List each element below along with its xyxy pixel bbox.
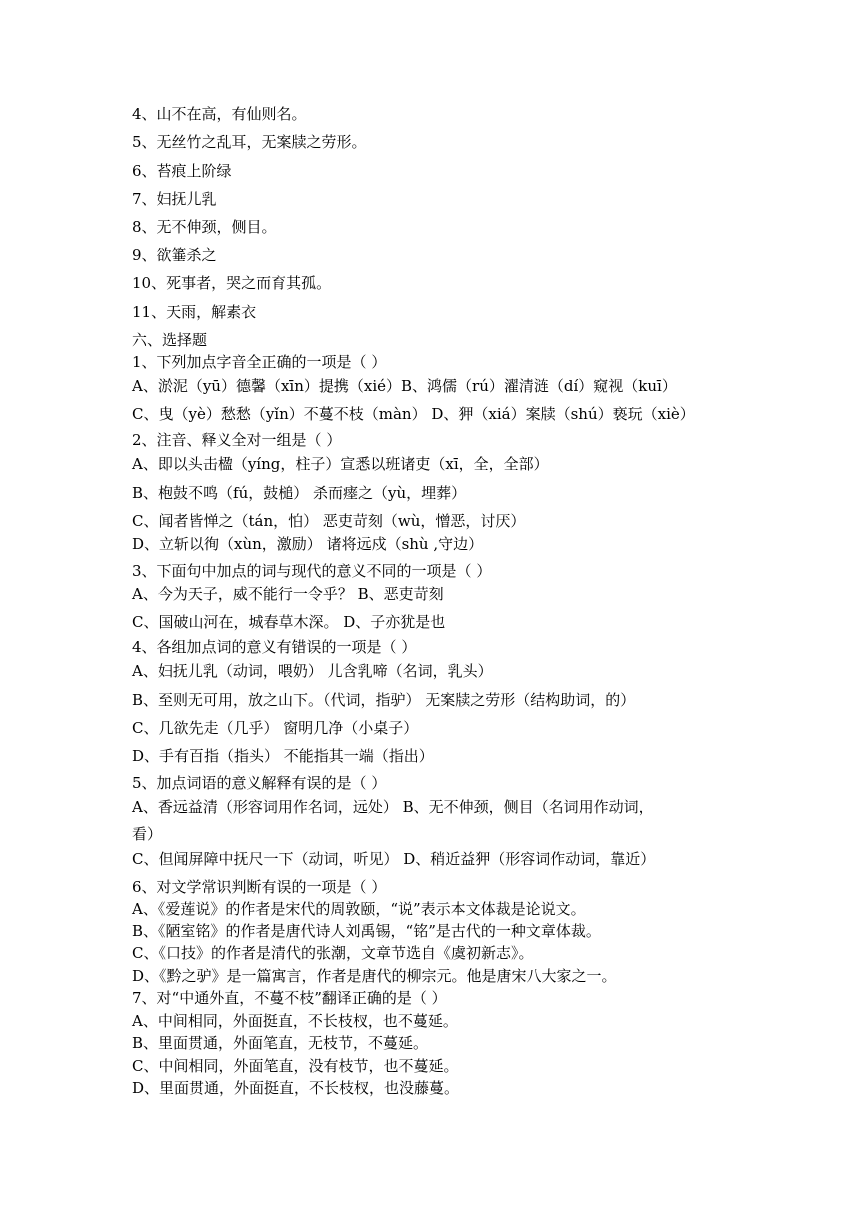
option-line: A、即以头击楹（yíng，柱子）宣悉以班诸吏（xī，全，全部）	[132, 455, 549, 473]
option-line: C、但闻屏障中抚尺一下（动词，听见） D、稍近益狎（形容词作动词，靠近）	[132, 850, 656, 868]
text-line: 6、苔痕上阶绿	[132, 162, 232, 180]
text-line: 8、无不伸颈，侧目。	[132, 218, 277, 236]
option-line: B、里面贯通，外面笔直，无枝节，不蔓延。	[132, 1034, 429, 1052]
question-line: 7、对“中通外直，不蔓不枝”翻译正确的是（ ）	[132, 989, 447, 1007]
text-line: 11、天雨，解素衣	[132, 303, 257, 321]
text-line: 5、无丝竹之乱耳，无案牍之劳形。	[132, 133, 367, 151]
option-line: A、中间相同，外面挺直，不长枝杈，也不蔓延。	[132, 1012, 458, 1030]
question-line: 5、加点词语的意义解释有误的是（ ）	[132, 774, 387, 792]
question-line: 2、注音、释义全对一组是（ ）	[132, 431, 342, 449]
question-line: 6、对文学常识判断有误的一项是（ ）	[132, 878, 387, 896]
option-line: C、中间相同，外面笔直，没有枝节，也不蔓延。	[132, 1057, 459, 1075]
option-line: B、至则无可用，放之山下。（代词，指驴） 无案牍之劳形（结构助词，的）	[132, 691, 636, 709]
option-line: B、《陋室铭》的作者是唐代诗人刘禹锡，“铭”是古代的一种文章体裁。	[132, 922, 601, 940]
question-line: 4、各组加点词的意义有错误的一项是（ ）	[132, 638, 417, 656]
option-line: D、里面贯通，外面挺直，不长枝杈，也没藤蔓。	[132, 1079, 460, 1097]
text-line: 9、欲箠杀之	[132, 246, 217, 264]
option-line: C、曳（yè）愁愁（yǐn）不蔓不枝（màn） D、狎（xiá）案牍（shú）亵玩（xiè）	[132, 405, 695, 423]
option-line: A、今为天子，威不能行一令乎？ B、恶吏苛刻	[132, 585, 444, 603]
text-line: 10、死事者，哭之而育其孤。	[132, 274, 332, 292]
option-line: C、闻者皆惮之（tán，怕） 恶吏苛刻（wù，憎恶，讨厌）	[132, 512, 526, 530]
option-line: A、淤泥（yū）德馨（xīn）提携（xié）B、鸿儒（rú）濯清涟（dí）窥视（kuī）	[132, 377, 677, 395]
text-line: 7、妇抚儿乳	[132, 190, 217, 208]
option-line: C、国破山河在，城春草木深。 D、子亦犹是也	[132, 613, 446, 631]
section-heading: 六、选择题	[132, 331, 208, 349]
option-line: C、《口技》的作者是清代的张潮，文章节选自《虞初新志》。	[132, 944, 534, 962]
option-line: D、手有百指（指头） 不能指其一端（指出）	[132, 747, 434, 765]
option-line: C、几欲先走（几乎） 窗明几净（小桌子）	[132, 719, 419, 737]
option-line: D、立斩以徇（xùn，激励） 诸将远戍（shù ,守边）	[132, 535, 484, 553]
option-line: 看）	[132, 825, 163, 843]
option-line: D、《黔之驴》是一篇寓言，作者是唐代的柳宗元。他是唐宋八大家之一。	[132, 967, 617, 985]
option-line: A、香远益清（形容词用作名词，远处） B、无不伸颈，侧目（名词用作动词，	[132, 798, 654, 816]
option-line: A、《爱莲说》的作者是宋代的周敦颐，“说”表示本文体裁是论说文。	[132, 900, 586, 918]
option-line: B、枹鼓不鸣（fú，鼓槌） 杀而瘗之（yù，埋葬）	[132, 484, 467, 502]
option-line: A、妇抚儿乳（动词，喂奶） 儿含乳啼（名词，乳头）	[132, 662, 493, 680]
text-line: 4、山不在高，有仙则名。	[132, 105, 307, 123]
question-line: 3、下面句中加点的词与现代的意义不同的一项是（ ）	[132, 562, 492, 580]
question-line: 1、下列加点字音全正确的一项是（ ）	[132, 353, 387, 371]
